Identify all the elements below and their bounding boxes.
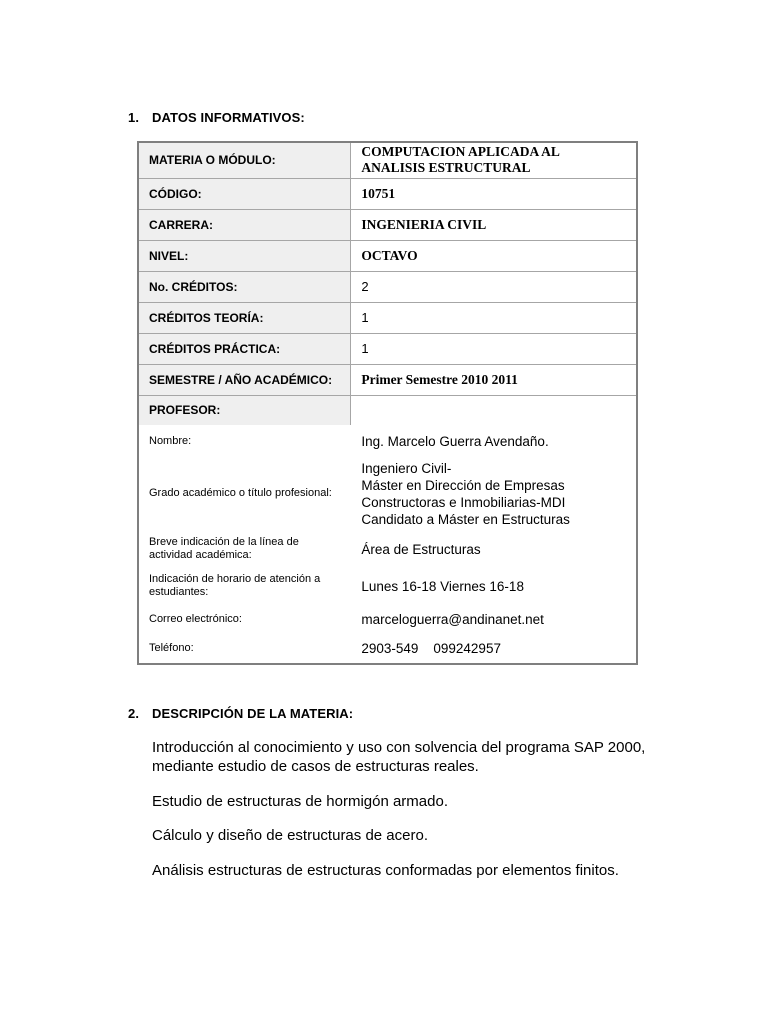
value-grado <box>351 457 637 530</box>
value-materia-line-1: COMPUTACION APLICADA AL <box>361 144 560 160</box>
table-row-codigo <box>138 178 637 209</box>
value-linea: Área de Estructuras <box>351 530 637 568</box>
label-profesor: PROFESOR: <box>138 395 351 425</box>
description-paragraph-1: Introducción al conocimiento y uso con solvencia del programa SAP 2000, mediante estudio de casos de estructuras reales. <box>152 739 646 775</box>
value-horario: Lunes 16-18 Viernes 16-18 <box>351 568 637 604</box>
label-telefono: Teléfono: <box>138 634 351 664</box>
table-row-creditos <box>138 271 637 302</box>
table-row-grado <box>138 457 637 530</box>
value-grado-line-3: Constructoras e Inmobiliarias-MDI <box>361 494 566 510</box>
label-horario-line-1: Indicación de horario de atención a <box>149 573 321 585</box>
label-semestre: SEMESTRE / AÑO ACADÉMICO: <box>138 364 351 395</box>
value-creditos-teoria: 1 <box>351 302 637 333</box>
value-nivel: OCTAVO <box>351 240 637 271</box>
table-row-nombre <box>138 425 637 457</box>
section-1-heading <box>128 110 305 125</box>
value-nombre: Ing. Marcelo Guerra Avendaño. <box>351 425 637 457</box>
label-linea-line-1: Breve indicación de la línea de <box>149 536 299 548</box>
label-nivel: NIVEL: <box>138 240 351 271</box>
label-linea-line-2: actividad académica: <box>149 549 252 561</box>
value-semestre: Primer Semestre 2010 2011 <box>351 364 637 395</box>
value-creditos: 2 <box>351 271 637 302</box>
table-row-semestre <box>138 364 637 395</box>
table-row-linea <box>138 530 637 568</box>
label-horario-line-2: estudiantes: <box>149 586 209 598</box>
table-row-creditos-teoria <box>138 302 637 333</box>
label-linea <box>138 530 351 568</box>
section-1-number: 1. <box>128 110 140 125</box>
value-codigo: 10751 <box>351 178 637 209</box>
label-grado: Grado académico o título profesional: <box>138 457 351 530</box>
label-carrera: CARRERA: <box>138 209 351 240</box>
value-grado-line-1: Ingeniero Civil- <box>361 460 452 476</box>
section-2-title: DESCRIPCIÓN DE LA MATERIA: <box>152 706 354 721</box>
value-materia-line-2: ANALISIS ESTRUCTURAL <box>361 160 531 176</box>
label-creditos-teoria: CRÉDITOS TEORÍA: <box>138 302 351 333</box>
section-1-title: DATOS INFORMATIVOS: <box>152 110 305 125</box>
table-row-materia <box>138 142 637 178</box>
section-2-number: 2. <box>128 706 140 721</box>
label-correo: Correo electrónico: <box>138 604 351 634</box>
table-row-creditos-practica <box>138 333 637 364</box>
description-paragraph-4: Análisis estructuras de estructuras conformadas por elementos finitos. <box>152 862 619 879</box>
value-grado-line-2: Máster en Dirección de Empresas <box>361 477 565 493</box>
value-profesor-empty <box>351 395 637 425</box>
label-materia: MATERIA O MÓDULO: <box>138 142 351 178</box>
table-row-telefono <box>138 634 637 664</box>
value-materia <box>351 142 637 178</box>
label-nombre: Nombre: <box>138 425 351 457</box>
label-creditos: No. CRÉDITOS: <box>138 271 351 302</box>
table-row-correo <box>138 604 637 634</box>
table-row-horario <box>138 568 637 604</box>
label-horario <box>138 568 351 604</box>
table-row-profesor <box>138 395 637 425</box>
value-telefono: 2903-549 099242957 <box>351 634 637 664</box>
label-codigo: CÓDIGO: <box>138 178 351 209</box>
description-paragraph-2: Estudio de estructuras de hormigón armado. <box>152 793 448 810</box>
table-row-nivel <box>138 240 637 271</box>
datos-informativos-table <box>137 141 638 665</box>
value-creditos-practica: 1 <box>351 333 637 364</box>
description-paragraph-3: Cálculo y diseño de estructuras de acero. <box>152 827 428 844</box>
value-grado-line-4: Candidato a Máster en Estructuras <box>361 511 570 527</box>
value-correo: marceloguerra@andinanet.net <box>351 604 637 634</box>
section-2-heading <box>128 706 353 721</box>
value-carrera: INGENIERIA CIVIL <box>351 209 637 240</box>
label-creditos-practica: CRÉDITOS PRÁCTICA: <box>138 333 351 364</box>
table-row-carrera <box>138 209 637 240</box>
